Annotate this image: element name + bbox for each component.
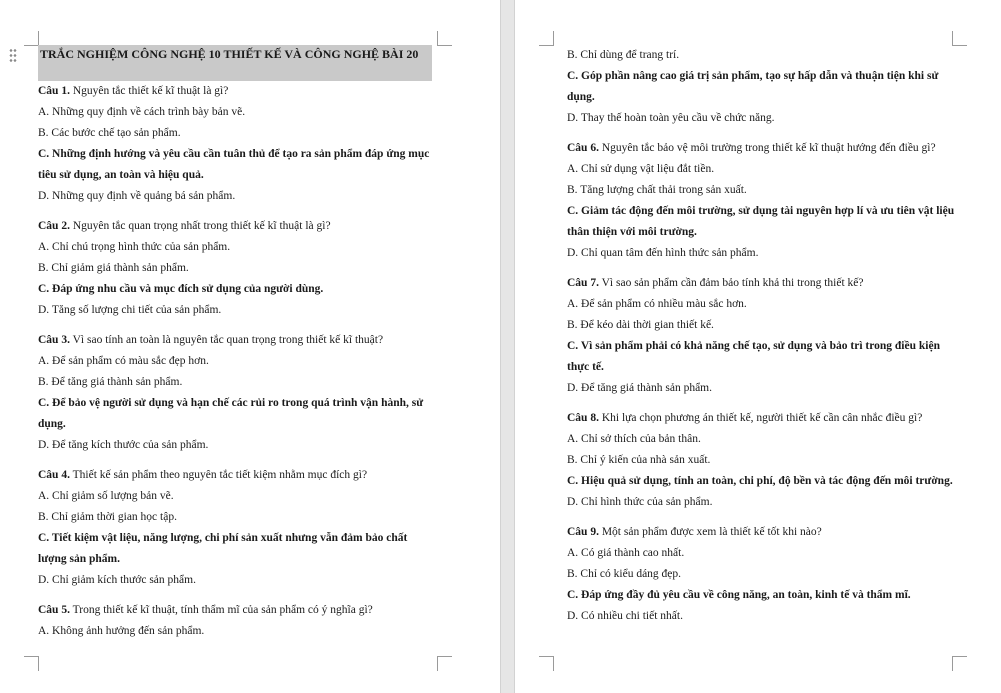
question-stem	[38, 81, 430, 102]
question-block	[38, 81, 430, 207]
answer-option: A. Có giá thành cao nhất.	[567, 547, 685, 559]
answer-option: D. Những quy định về quảng bá sản phẩm.	[38, 190, 236, 202]
spacer	[38, 207, 430, 216]
question-block	[567, 408, 962, 513]
question-stem	[38, 330, 430, 351]
answer-option: B. Các bước chế tạo sản phẩm.	[38, 127, 181, 139]
answer-option: C. Đáp ứng đầy đủ yêu cầu về công năng, an toàn, kinh tế và thẩm mĩ.	[567, 589, 911, 601]
document-title: TRẮC NGHIỆM CÔNG NGHỆ 10 THIẾT KẾ VÀ CÔNG NGHỆ BÀI 20	[38, 45, 432, 81]
corner-mark-bottom-right	[952, 656, 967, 671]
answer-option: A. Chỉ chú trọng hình thức của sản phẩm.	[38, 241, 231, 253]
corner-mark-bottom-left	[539, 656, 554, 671]
answer-option: A. Chỉ sử dụng vật liệu đắt tiền.	[567, 163, 715, 175]
answer-option: D. Để tăng giá thành sản phẩm.	[567, 382, 712, 394]
corner-mark-bottom-left	[24, 656, 39, 671]
question-text: Trong thiết kế kĩ thuật, tính thẩm mĩ của sản phẩm có ý nghĩa gì?	[69, 604, 373, 616]
answer-option: D. Chỉ giảm kích thước sản phẩm.	[38, 574, 196, 586]
question-text: Vì sao tính an toàn là nguyên tắc quan trọng trong thiết kế kĩ thuật?	[69, 334, 384, 346]
question-stem	[38, 216, 430, 237]
question-block	[38, 330, 430, 456]
question-list	[567, 129, 962, 627]
answer-option: C. Tiết kiệm vật liệu, năng lượng, chi phí sản xuất nhưng vẫn đảm bảo chất lượng sản phẩm.	[38, 532, 408, 565]
question-text: Nguyên tắc bảo vệ môi trường trong thiết kế kĩ thuật hướng đến điều gì?	[598, 142, 936, 154]
question-number: Câu 5.	[38, 604, 70, 616]
answer-option: B. Tăng lượng chất thải trong sản xuất.	[567, 184, 747, 196]
question-stem	[567, 408, 962, 429]
question-number: Câu 4.	[38, 469, 70, 481]
question-text: Nguyên tắc quan trọng nhất trong thiết kế kĩ thuật là gì?	[69, 220, 331, 232]
answer-option: A. Để sản phẩm có màu sắc đẹp hơn.	[38, 355, 209, 367]
answer-option: D. Tăng số lượng chi tiết của sản phẩm.	[38, 304, 222, 316]
answer-option: D. Thay thế hoàn toàn yêu cầu về chức năng.	[567, 112, 775, 124]
answer-option: C. Những định hướng và yêu cầu cần tuân thủ để tạo ra sản phẩm đáp ứng mục tiêu sử dụng, an toàn và hiệu quả.	[38, 148, 430, 181]
question-list	[38, 81, 430, 642]
answer-option: C. Góp phần nâng cao giá trị sản phẩm, tạo sự hấp dẫn và thuận tiện khi sử dụng.	[567, 70, 939, 103]
answer-option: A. Để sản phẩm có nhiều màu sắc hơn.	[567, 298, 747, 310]
answer-option: A. Những quy định về cách trình bày bản vẽ.	[38, 106, 246, 118]
corner-mark-top-right	[952, 31, 967, 46]
question-block	[38, 600, 430, 642]
answer-option: C. Đáp ứng nhu cầu và mục đích sử dụng của người dùng.	[38, 283, 324, 295]
spacer	[567, 129, 962, 138]
answer-option: A. Chỉ sở thích của bản thân.	[567, 433, 701, 445]
corner-mark-top-right	[437, 31, 452, 46]
question-text: Nguyên tắc thiết kế kĩ thuật là gì?	[69, 85, 229, 97]
question-text: Vì sao sản phẩm cần đảm bảo tính khả thi trong thiết kế?	[598, 277, 864, 289]
table-move-handle-icon[interactable]	[9, 48, 17, 64]
question-block	[567, 273, 962, 399]
page-gutter	[500, 0, 515, 693]
corner-mark-bottom-right	[437, 656, 452, 671]
question-stem	[38, 465, 430, 486]
question-number: Câu 9.	[567, 526, 599, 538]
question-text: Khi lựa chọn phương án thiết kế, người thiết kế cần cân nhắc điều gì?	[598, 412, 923, 424]
continued-options	[567, 45, 962, 129]
answer-option: A. Không ảnh hưởng đến sản phẩm.	[38, 625, 205, 637]
corner-mark-top-left	[24, 31, 39, 46]
spacer	[567, 399, 962, 408]
left-column	[38, 45, 430, 642]
question-text: Một sản phẩm được xem là thiết kế tốt khi nào?	[598, 526, 822, 538]
answer-option: B. Để kéo dài thời gian thiết kế.	[567, 319, 714, 331]
question-stem	[567, 273, 962, 294]
right-column	[567, 45, 962, 627]
spacer	[38, 456, 430, 465]
answer-option: B. Để tăng giá thành sản phẩm.	[38, 376, 183, 388]
answer-option: C. Vì sản phẩm phải có khả năng chế tạo, sử dụng và bảo trì trong điều kiện thực tế.	[567, 340, 940, 373]
question-block	[38, 465, 430, 591]
question-text: Thiết kế sản phẩm theo nguyên tắc tiết kiệm nhằm mục đích gì?	[69, 469, 368, 481]
answer-option: B. Chỉ ý kiến của nhà sản xuất.	[567, 454, 711, 466]
question-stem	[38, 600, 430, 621]
question-number: Câu 7.	[567, 277, 599, 289]
question-number: Câu 2.	[38, 220, 70, 232]
answer-option: D. Chỉ quan tâm đến hình thức sản phẩm.	[567, 247, 759, 259]
answer-option: D. Để tăng kích thước của sản phẩm.	[38, 439, 209, 451]
spacer	[567, 513, 962, 522]
answer-option: B. Chỉ giảm giá thành sản phẩm.	[38, 262, 189, 274]
answer-option: A. Chỉ giảm số lượng bản vẽ.	[38, 490, 174, 502]
question-number: Câu 1.	[38, 85, 70, 97]
question-block	[567, 138, 962, 264]
spacer	[38, 591, 430, 600]
spacer	[567, 264, 962, 273]
corner-mark-top-left	[539, 31, 554, 46]
question-stem	[567, 138, 962, 159]
answer-option: C. Để bảo vệ người sử dụng và hạn chế các rủi ro trong quá trình vận hành, sử dụng.	[38, 397, 424, 430]
answer-option: B. Chỉ dùng để trang trí.	[567, 49, 680, 61]
question-stem	[567, 522, 962, 543]
question-block	[38, 216, 430, 321]
spacer	[38, 321, 430, 330]
question-number: Câu 8.	[567, 412, 599, 424]
answer-option: C. Hiệu quả sử dụng, tính an toàn, chi phí, độ bền và tác động đến môi trường.	[567, 475, 953, 487]
question-number: Câu 3.	[38, 334, 70, 346]
question-number: Câu 6.	[567, 142, 599, 154]
answer-option: D. Chỉ hình thức của sản phẩm.	[567, 496, 713, 508]
question-block	[567, 522, 962, 627]
answer-option: B. Chỉ giảm thời gian học tập.	[38, 511, 177, 523]
answer-option: C. Giảm tác động đến môi trường, sử dụng tài nguyên hợp lí và ưu tiên vật liệu thân thiện với môi trường.	[567, 205, 955, 238]
answer-option: B. Chỉ có kiểu dáng đẹp.	[567, 568, 682, 580]
answer-option: D. Có nhiều chi tiết nhất.	[567, 610, 683, 622]
